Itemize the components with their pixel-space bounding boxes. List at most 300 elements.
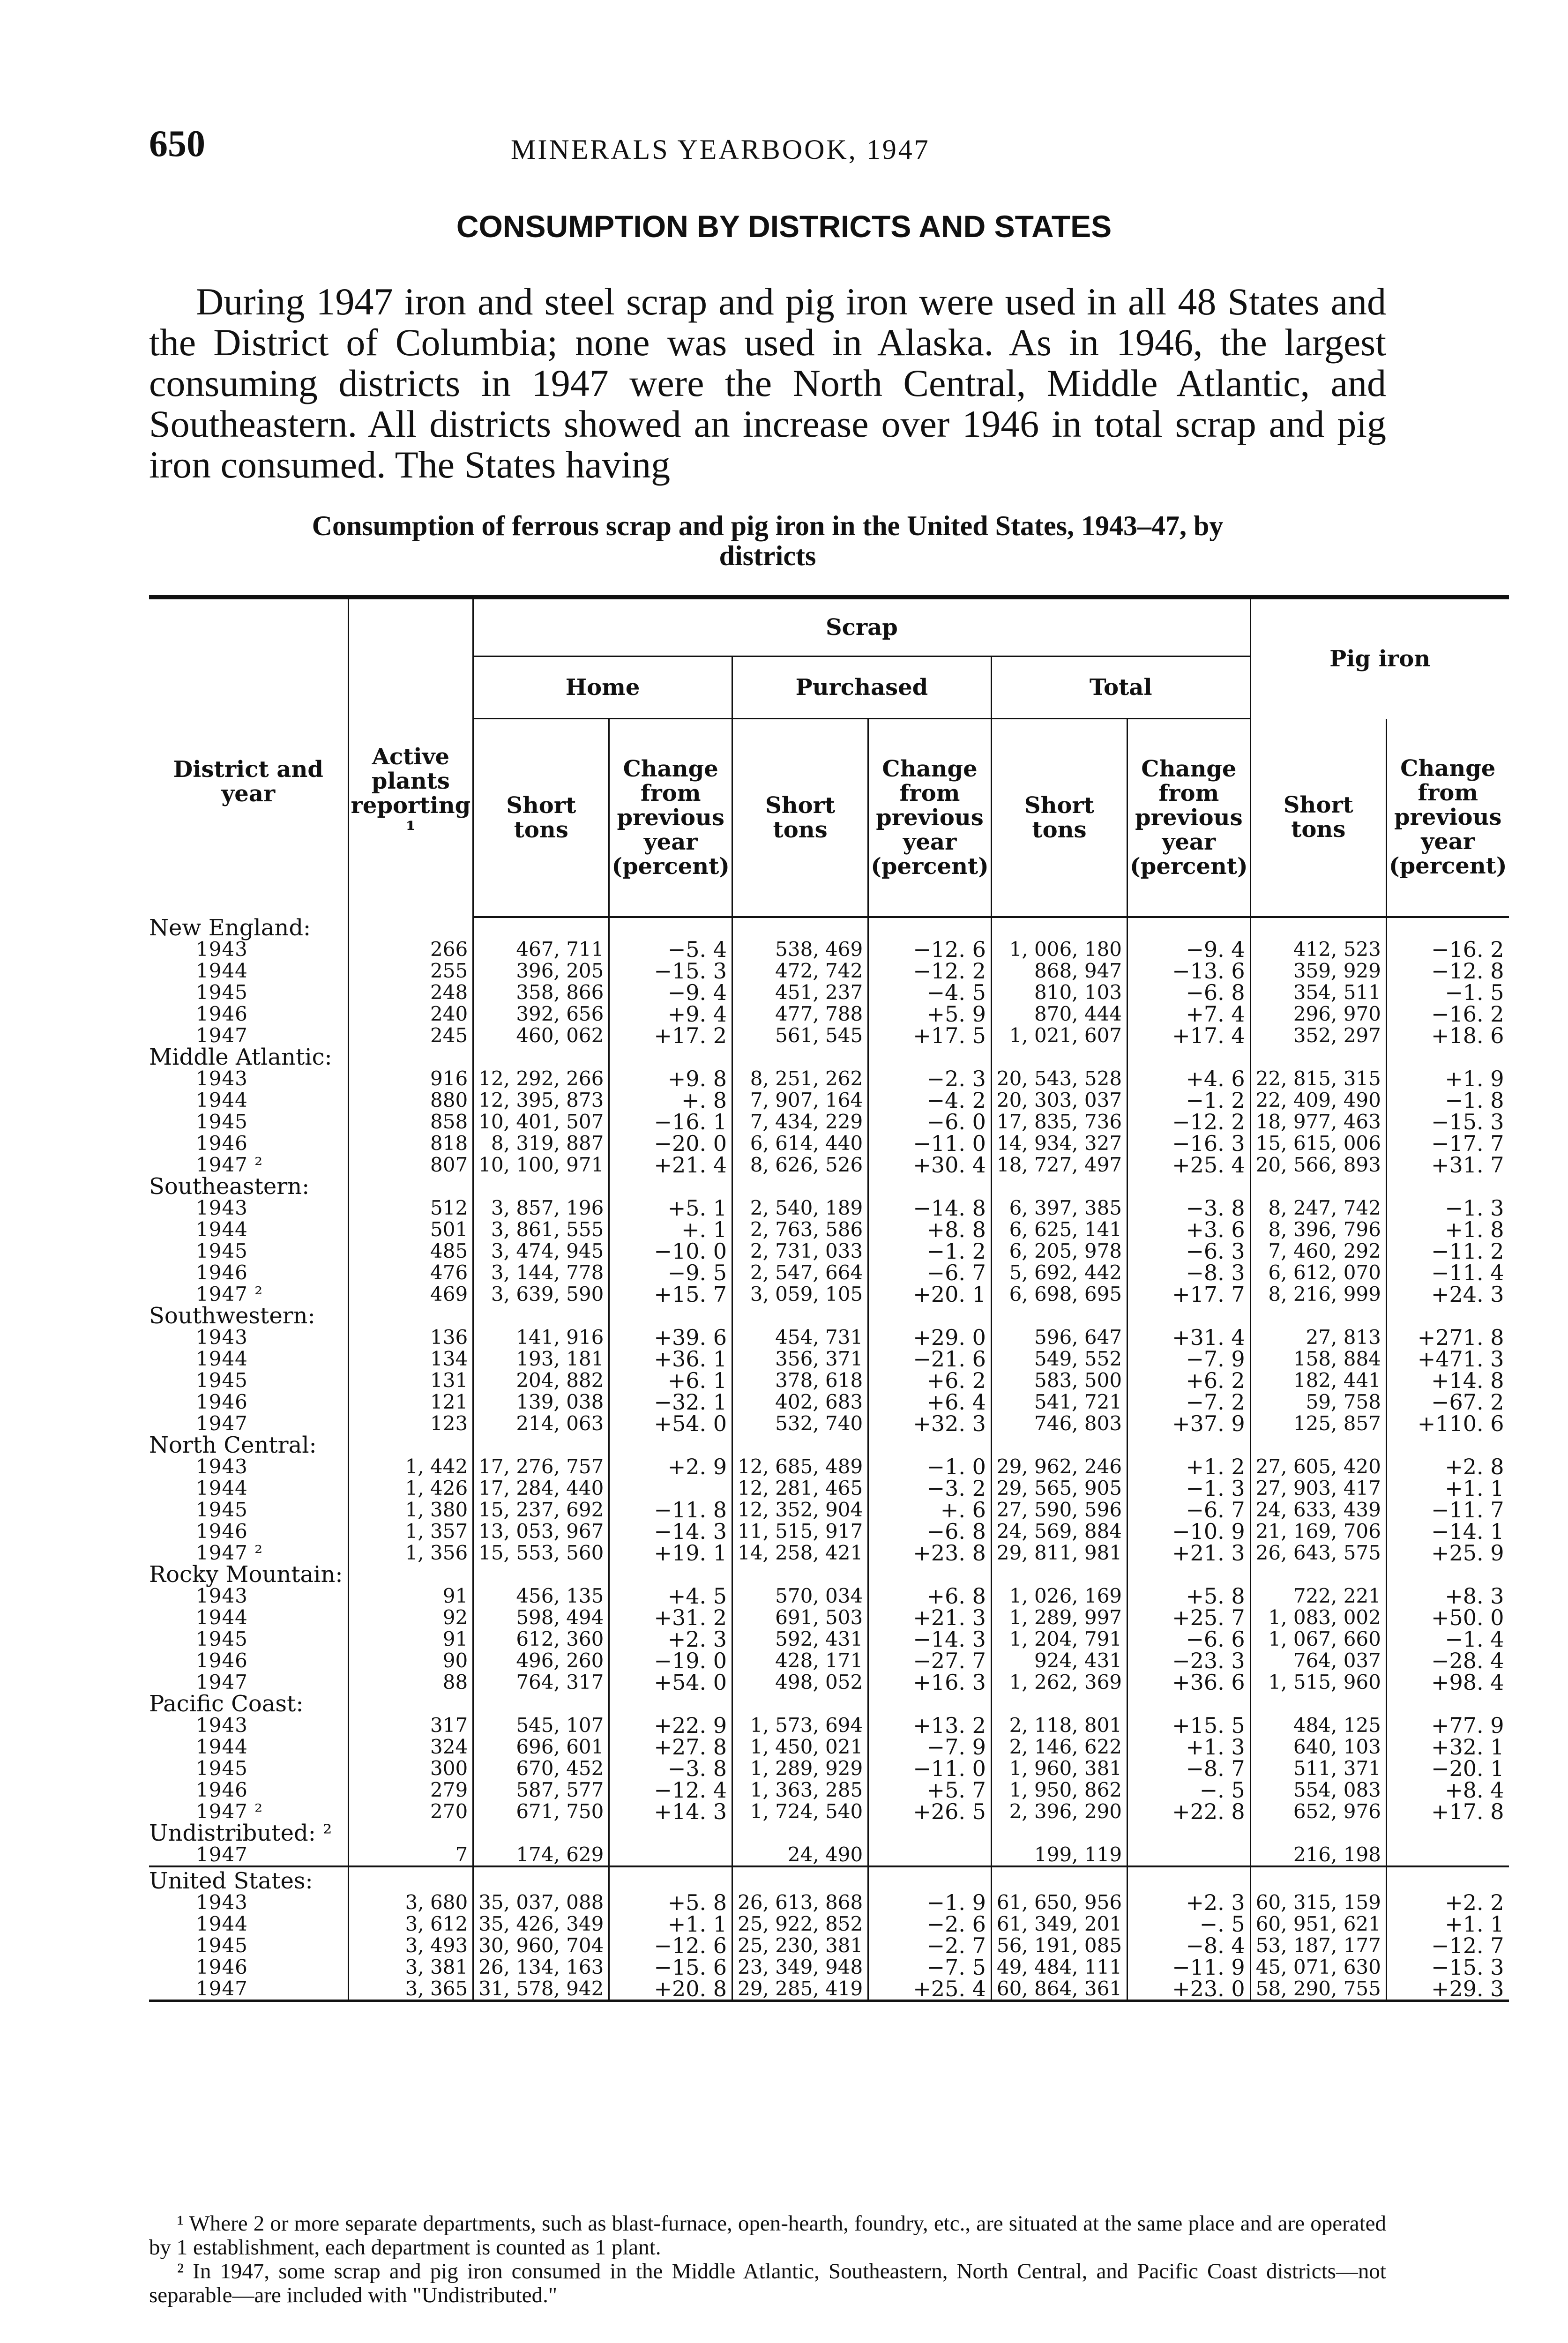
footnotes [149, 2212, 1386, 2307]
purchased-short-tons: 1, 363, 285 [732, 1779, 868, 1801]
year-label: 1943 [196, 1891, 248, 1914]
total-change: +17. 4 [1127, 1025, 1251, 1046]
total-short-tons: 199, 119 [991, 1844, 1127, 1866]
total-change: +25. 7 [1127, 1607, 1251, 1628]
home-change: −16. 1 [609, 1111, 732, 1133]
total-change: +22. 8 [1127, 1801, 1251, 1822]
purchased-change: +5. 7 [868, 1779, 992, 1801]
pig-iron-short-tons: 554, 083 [1250, 1779, 1386, 1801]
table-row [149, 1327, 1509, 1348]
pig-iron-change: −16. 2 [1386, 939, 1508, 960]
year-label: 1946 [196, 1955, 248, 1978]
home-change: +. 8 [609, 1089, 732, 1111]
footnote-2: ² In 1947, some scrap and pig iron consumed in the Middle Atlantic, Southeastern, North Central, and Pacific Coast districts—not separable—are included with "Undistributed." [149, 2259, 1386, 2307]
empty-cell [609, 1434, 732, 1456]
total-change: −. 5 [1127, 1913, 1251, 1935]
purchased-change [868, 1844, 992, 1866]
pig-iron-short-tons: 20, 566, 893 [1250, 1154, 1386, 1176]
year-label: 1947 ² [196, 1153, 263, 1176]
empty-cell [348, 1564, 473, 1585]
empty-cell [991, 1693, 1127, 1715]
purchased-short-tons: 1, 724, 540 [732, 1801, 868, 1822]
pig-iron-short-tons: 18, 977, 463 [1250, 1111, 1386, 1133]
separator-cell [1250, 1866, 1386, 1870]
total-short-tons: 61, 650, 956 [991, 1892, 1127, 1913]
active-plants: 1, 442 [348, 1456, 473, 1477]
home-change: −14. 3 [609, 1521, 732, 1542]
empty-cell [609, 917, 732, 939]
year-label: 1947 ² [196, 1800, 263, 1823]
purchased-short-tons: 24, 490 [732, 1844, 868, 1866]
purchased-short-tons: 12, 352, 904 [732, 1499, 868, 1521]
total-change: +4. 6 [1127, 1068, 1251, 1089]
total-short-tons: 6, 205, 978 [991, 1240, 1127, 1262]
district-name: Rocky Mountain: [149, 1561, 343, 1588]
year-label: 1945 [196, 1934, 248, 1957]
empty-cell [991, 1046, 1127, 1068]
active-plants: 131 [348, 1370, 473, 1391]
total-short-tons: 549, 552 [991, 1348, 1127, 1370]
footnote-1: ¹ Where 2 or more separate departments, such as blast-furnace, open-hearth, foundry, etc., are situated at the same place and are operated by 1 establishment, each department is counted as 1 plant. [149, 2211, 1386, 2260]
pig-iron-short-tons: 8, 216, 999 [1250, 1283, 1386, 1305]
district-header-row [149, 1870, 1509, 1892]
home-short-tons: 214, 063 [473, 1413, 609, 1434]
page-number: 650 [149, 123, 205, 164]
home-short-tons: 3, 857, 196 [473, 1197, 609, 1219]
separator-cell [348, 1866, 473, 1870]
active-plants: 3, 680 [348, 1892, 473, 1913]
home-change: +. 1 [609, 1219, 732, 1240]
purchased-change: −6. 7 [868, 1262, 992, 1283]
total-short-tons: 870, 444 [991, 1003, 1127, 1025]
home-short-tons: 15, 237, 692 [473, 1499, 609, 1521]
pig-iron-short-tons: 1, 515, 960 [1250, 1671, 1386, 1693]
home-change: −19. 0 [609, 1650, 732, 1671]
table-row [149, 982, 1509, 1003]
total-change [1127, 1844, 1251, 1866]
home-change: +22. 9 [609, 1715, 732, 1736]
empty-cell [1127, 1434, 1251, 1456]
table-row [149, 1133, 1509, 1154]
home-short-tons: 671, 750 [473, 1801, 609, 1822]
table-row [149, 1262, 1509, 1283]
empty-cell [1127, 917, 1251, 939]
home-change: +14. 3 [609, 1801, 732, 1822]
district-header-row [149, 1564, 1509, 1585]
home-change: +1. 1 [609, 1913, 732, 1935]
active-plants: 476 [348, 1262, 473, 1283]
table-body-districts [149, 917, 1509, 1866]
purchased-change: +16. 3 [868, 1671, 992, 1693]
empty-cell [473, 1434, 609, 1456]
active-plants: 1, 356 [348, 1542, 473, 1564]
purchased-short-tons: 570, 034 [732, 1585, 868, 1607]
header-home-change: Change from previous year (percent) [609, 719, 732, 918]
purchased-change: −1. 9 [868, 1892, 992, 1913]
home-short-tons: 545, 107 [473, 1715, 609, 1736]
empty-cell [609, 1693, 732, 1715]
district-header-row [149, 1046, 1509, 1068]
empty-cell [609, 1305, 732, 1327]
total-change: −1. 3 [1127, 1477, 1251, 1499]
total-short-tons: 20, 543, 528 [991, 1068, 1127, 1089]
year-label: 1947 ² [196, 1541, 263, 1564]
total-short-tons: 24, 569, 884 [991, 1521, 1127, 1542]
table-row [149, 1628, 1509, 1650]
total-short-tons: 1, 950, 862 [991, 1779, 1127, 1801]
year-label: 1943 [196, 1584, 248, 1607]
separator-row [149, 1866, 1509, 1870]
pig-iron-short-tons: 484, 125 [1250, 1715, 1386, 1736]
home-change: +17. 2 [609, 1025, 732, 1046]
home-short-tons: 15, 553, 560 [473, 1542, 609, 1564]
year-label: 1946 [196, 1390, 248, 1413]
active-plants: 255 [348, 960, 473, 982]
purchased-short-tons: 356, 371 [732, 1348, 868, 1370]
table-row [149, 1542, 1509, 1564]
separator-cell [868, 1866, 992, 1870]
purchased-short-tons: 26, 613, 868 [732, 1892, 868, 1913]
pig-iron-change: +14. 8 [1386, 1370, 1508, 1391]
total-short-tons: 2, 396, 290 [991, 1801, 1127, 1822]
pig-iron-short-tons: 1, 083, 002 [1250, 1607, 1386, 1628]
pig-iron-change: +8. 4 [1386, 1779, 1508, 1801]
pig-iron-change: −12. 8 [1386, 960, 1508, 982]
pig-iron-short-tons: 1, 067, 660 [1250, 1628, 1386, 1650]
purchased-short-tons: 532, 740 [732, 1413, 868, 1434]
total-change: +36. 6 [1127, 1671, 1251, 1693]
purchased-short-tons: 498, 052 [732, 1671, 868, 1693]
total-change: −13. 6 [1127, 960, 1251, 982]
table-row [149, 1477, 1509, 1499]
home-change: +54. 0 [609, 1671, 732, 1693]
pig-iron-short-tons: 182, 441 [1250, 1370, 1386, 1391]
total-short-tons: 20, 303, 037 [991, 1089, 1127, 1111]
purchased-change: +8. 8 [868, 1219, 992, 1240]
total-change: −6. 8 [1127, 982, 1251, 1003]
home-change: +15. 7 [609, 1283, 732, 1305]
consumption-table [149, 595, 1509, 2002]
empty-cell [1127, 1822, 1251, 1844]
pig-iron-short-tons: 60, 951, 621 [1250, 1913, 1386, 1935]
purchased-change: +6. 4 [868, 1391, 992, 1413]
empty-cell [1127, 1870, 1251, 1892]
district-header-row [149, 1693, 1509, 1715]
home-change: −5. 4 [609, 939, 732, 960]
total-short-tons: 49, 484, 111 [991, 1956, 1127, 1978]
pig-iron-change: +98. 4 [1386, 1671, 1508, 1693]
purchased-short-tons: 561, 545 [732, 1025, 868, 1046]
empty-cell [868, 1870, 992, 1892]
active-plants: 485 [348, 1240, 473, 1262]
empty-cell [1250, 1305, 1386, 1327]
active-plants: 807 [348, 1154, 473, 1176]
empty-cell [473, 1305, 609, 1327]
total-short-tons: 924, 431 [991, 1650, 1127, 1671]
purchased-short-tons: 25, 922, 852 [732, 1913, 868, 1935]
pig-iron-change: +50. 0 [1386, 1607, 1508, 1628]
pig-iron-short-tons: 8, 396, 796 [1250, 1219, 1386, 1240]
table-row [149, 1111, 1509, 1133]
active-plants: 121 [348, 1391, 473, 1413]
empty-cell [609, 1870, 732, 1892]
pig-iron-change: +8. 3 [1386, 1585, 1508, 1607]
home-short-tons: 30, 960, 704 [473, 1935, 609, 1956]
header-total-short-tons: Short tons [991, 719, 1127, 918]
home-change: +31. 2 [609, 1607, 732, 1628]
purchased-short-tons: 2, 763, 586 [732, 1219, 868, 1240]
total-change: −8. 4 [1127, 1935, 1251, 1956]
table-title-line1: Consumption of ferrous scrap and pig iron in the United States, 1943–47, by [312, 510, 1224, 541]
pig-iron-change: −15. 3 [1386, 1956, 1508, 1978]
home-short-tons: 35, 037, 088 [473, 1892, 609, 1913]
purchased-change: −14. 3 [868, 1628, 992, 1650]
pig-iron-change: −1. 8 [1386, 1089, 1508, 1111]
home-short-tons: 26, 134, 163 [473, 1956, 609, 1978]
empty-cell [868, 1564, 992, 1585]
total-change: +3. 6 [1127, 1219, 1251, 1240]
district-name: United States: [149, 1868, 313, 1894]
active-plants: 512 [348, 1197, 473, 1219]
home-short-tons: 396, 205 [473, 960, 609, 982]
empty-cell [1127, 1305, 1251, 1327]
total-short-tons: 2, 146, 622 [991, 1736, 1127, 1758]
separator-cell [1386, 1866, 1508, 1870]
purchased-short-tons: 402, 683 [732, 1391, 868, 1413]
pig-iron-change: +31. 7 [1386, 1154, 1508, 1176]
home-short-tons: 174, 629 [473, 1844, 609, 1866]
pig-iron-change: −15. 3 [1386, 1111, 1508, 1133]
table-row [149, 960, 1509, 982]
empty-cell [348, 1822, 473, 1844]
year-label: 1947 ² [196, 1283, 263, 1306]
table-row [149, 1758, 1509, 1779]
home-change: +5. 8 [609, 1892, 732, 1913]
total-change: −1. 2 [1127, 1089, 1251, 1111]
home-change: +19. 1 [609, 1542, 732, 1564]
empty-cell [473, 1693, 609, 1715]
total-change: −23. 3 [1127, 1650, 1251, 1671]
district-name: Middle Atlantic: [149, 1044, 332, 1070]
purchased-short-tons: 378, 618 [732, 1370, 868, 1391]
empty-cell [991, 1870, 1127, 1892]
active-plants: 92 [348, 1607, 473, 1628]
home-change: +27. 8 [609, 1736, 732, 1758]
year-label: 1945 [196, 1239, 248, 1262]
pig-iron-change: +77. 9 [1386, 1715, 1508, 1736]
active-plants: 136 [348, 1327, 473, 1348]
empty-cell [732, 1693, 868, 1715]
pig-iron-change: +271. 8 [1386, 1327, 1508, 1348]
active-plants: 501 [348, 1219, 473, 1240]
active-plants: 324 [348, 1736, 473, 1758]
total-change: −10. 9 [1127, 1521, 1251, 1542]
active-plants: 3, 493 [348, 1935, 473, 1956]
empty-cell [1386, 1305, 1508, 1327]
total-short-tons: 61, 349, 201 [991, 1913, 1127, 1935]
home-short-tons: 3, 639, 590 [473, 1283, 609, 1305]
home-short-tons: 12, 395, 873 [473, 1089, 609, 1111]
total-short-tons: 1, 289, 997 [991, 1607, 1127, 1628]
active-plants: 248 [348, 982, 473, 1003]
pig-iron-change: −1. 3 [1386, 1197, 1508, 1219]
empty-cell [1250, 1176, 1386, 1197]
home-change: +5. 1 [609, 1197, 732, 1219]
total-change: +21. 3 [1127, 1542, 1251, 1564]
purchased-change: −4. 2 [868, 1089, 992, 1111]
empty-cell [732, 1305, 868, 1327]
pig-iron-change: −14. 1 [1386, 1521, 1508, 1542]
pig-iron-change: +17. 8 [1386, 1801, 1508, 1822]
header-pig-short-tons: Short tons [1250, 719, 1386, 918]
purchased-change: +21. 3 [868, 1607, 992, 1628]
purchased-short-tons: 477, 788 [732, 1003, 868, 1025]
total-change: −7. 9 [1127, 1348, 1251, 1370]
empty-cell [473, 917, 609, 939]
home-change [609, 1844, 732, 1866]
pig-iron-short-tons: 59, 758 [1250, 1391, 1386, 1413]
total-change: −. 5 [1127, 1779, 1251, 1801]
table-row [149, 1456, 1509, 1477]
empty-cell [868, 1693, 992, 1715]
purchased-change: −6. 0 [868, 1111, 992, 1133]
pig-iron-change: +29. 3 [1386, 1978, 1508, 2001]
table-row [149, 1348, 1509, 1370]
home-change: +2. 3 [609, 1628, 732, 1650]
purchased-change: −12. 2 [868, 960, 992, 982]
purchased-short-tons: 6, 614, 440 [732, 1133, 868, 1154]
home-short-tons: 35, 426, 349 [473, 1913, 609, 1935]
year-label: 1944 [196, 1735, 248, 1758]
total-change: +31. 4 [1127, 1327, 1251, 1348]
home-short-tons: 358, 866 [473, 982, 609, 1003]
purchased-change: −7. 9 [868, 1736, 992, 1758]
separator-cell [609, 1866, 732, 1870]
pig-iron-change: −11. 2 [1386, 1240, 1508, 1262]
separator-cell [473, 1866, 609, 1870]
purchased-short-tons: 538, 469 [732, 939, 868, 960]
total-change: +23. 0 [1127, 1978, 1251, 2001]
purchased-change: −12. 6 [868, 939, 992, 960]
district-header-row [149, 1176, 1509, 1197]
pig-iron-short-tons: 60, 315, 159 [1250, 1892, 1386, 1913]
total-change: +1. 3 [1127, 1736, 1251, 1758]
purchased-change: +25. 4 [868, 1978, 992, 2001]
running-head: MINERALS YEARBOOK, 1947 [511, 134, 930, 165]
purchased-short-tons: 29, 285, 419 [732, 1978, 868, 2001]
total-short-tons: 1, 204, 791 [991, 1628, 1127, 1650]
pig-iron-change: −16. 2 [1386, 1003, 1508, 1025]
table-row [149, 1154, 1509, 1176]
header-total-change: Change from previous year (percent) [1127, 719, 1251, 918]
purchased-change: −7. 5 [868, 1956, 992, 1978]
home-change: +54. 0 [609, 1413, 732, 1434]
empty-cell [732, 917, 868, 939]
separator-cell [991, 1866, 1127, 1870]
total-short-tons: 868, 947 [991, 960, 1127, 982]
home-short-tons: 392, 656 [473, 1003, 609, 1025]
total-short-tons: 2, 118, 801 [991, 1715, 1127, 1736]
pig-iron-short-tons: 27, 813 [1250, 1327, 1386, 1348]
total-short-tons: 29, 962, 246 [991, 1456, 1127, 1477]
table-row [149, 1607, 1509, 1628]
purchased-change: +23. 8 [868, 1542, 992, 1564]
home-change: −9. 4 [609, 982, 732, 1003]
purchased-change: −4. 5 [868, 982, 992, 1003]
total-change: +6. 2 [1127, 1370, 1251, 1391]
empty-cell [991, 1305, 1127, 1327]
purchased-change: +13. 2 [868, 1715, 992, 1736]
home-short-tons: 8, 319, 887 [473, 1133, 609, 1154]
table-row [149, 1499, 1509, 1521]
table-row [149, 1801, 1509, 1822]
purchased-short-tons: 472, 742 [732, 960, 868, 982]
district-name: Pacific Coast: [149, 1691, 304, 1717]
section-title: CONSUMPTION BY DISTRICTS AND STATES [456, 209, 1112, 244]
pig-iron-short-tons: 27, 605, 420 [1250, 1456, 1386, 1477]
pig-iron-change: −17. 7 [1386, 1133, 1508, 1154]
pig-iron-change: +110. 6 [1386, 1413, 1508, 1434]
home-short-tons: 17, 284, 440 [473, 1477, 609, 1499]
table-row [149, 1370, 1509, 1391]
home-change: +4. 5 [609, 1585, 732, 1607]
table-row [149, 1935, 1509, 1956]
total-short-tons: 1, 262, 369 [991, 1671, 1127, 1693]
home-change: −12. 4 [609, 1779, 732, 1801]
pig-iron-short-tons: 412, 523 [1250, 939, 1386, 960]
table-row [149, 1283, 1509, 1305]
district-header-row [149, 1434, 1509, 1456]
district-header-row [149, 1305, 1509, 1327]
district-name: New England: [149, 915, 311, 941]
district-name: Undistributed: ² [149, 1820, 332, 1846]
active-plants: 91 [348, 1628, 473, 1650]
home-change: −15. 6 [609, 1956, 732, 1978]
active-plants: 1, 380 [348, 1499, 473, 1521]
year-label: 1947 [196, 1412, 248, 1435]
empty-cell [473, 1046, 609, 1068]
home-change: +20. 8 [609, 1978, 732, 2001]
total-change: +17. 7 [1127, 1283, 1251, 1305]
pig-iron-short-tons: 15, 615, 006 [1250, 1133, 1386, 1154]
total-short-tons: 27, 590, 596 [991, 1499, 1127, 1521]
table-row [149, 1844, 1509, 1866]
pig-iron-change: +24. 3 [1386, 1283, 1508, 1305]
year-label: 1945 [196, 1110, 248, 1133]
purchased-short-tons: 454, 731 [732, 1327, 868, 1348]
pig-iron-short-tons: 125, 857 [1250, 1413, 1386, 1434]
table-row [149, 1003, 1509, 1025]
pig-iron-change: +2. 2 [1386, 1892, 1508, 1913]
total-change: −7. 2 [1127, 1391, 1251, 1413]
purchased-short-tons: 2, 547, 664 [732, 1262, 868, 1283]
empty-cell [609, 1822, 732, 1844]
header-pig-change: Change from previous year (percent) [1386, 719, 1508, 918]
table-row [149, 1413, 1509, 1434]
purchased-change: −3. 2 [868, 1477, 992, 1499]
table-row [149, 1913, 1509, 1935]
pig-iron-short-tons: 640, 103 [1250, 1736, 1386, 1758]
table-row [149, 1089, 1509, 1111]
total-short-tons: 596, 647 [991, 1327, 1127, 1348]
year-label: 1947 [149, 1978, 348, 2001]
purchased-short-tons: 12, 281, 465 [732, 1477, 868, 1499]
home-change: −11. 8 [609, 1499, 732, 1521]
pig-iron-short-tons: 26, 643, 575 [1250, 1542, 1386, 1564]
active-plants: 91 [348, 1585, 473, 1607]
separator-cell [732, 1866, 868, 1870]
empty-cell [348, 1176, 473, 1197]
